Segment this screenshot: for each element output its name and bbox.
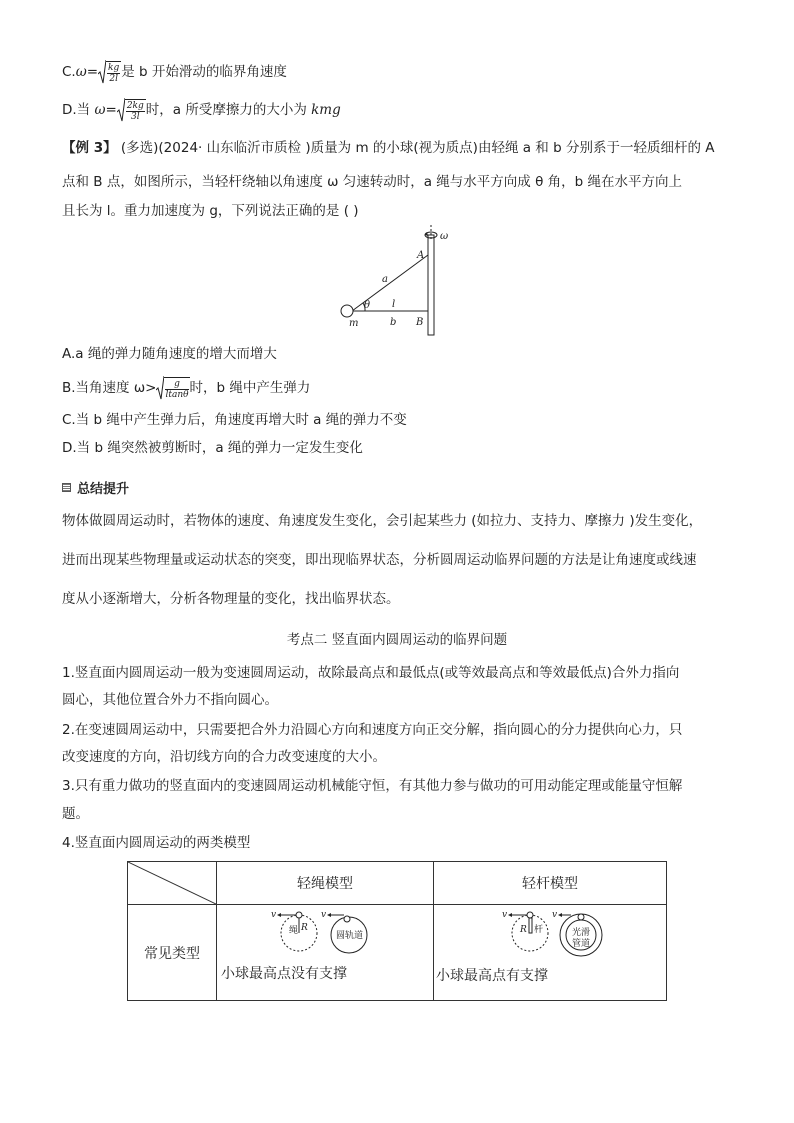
- label-m: m: [349, 318, 359, 329]
- option-a: A.a 绳的弹力随角速度的增大而增大: [62, 346, 277, 362]
- example-3-line-3: 且长为 l。重力加速度为 g，下列说法正确的是 ( ): [62, 203, 359, 219]
- rod-rope-figure: [330, 225, 470, 340]
- rope-model-text: 小球最高点没有支撑: [221, 966, 347, 982]
- label-theta: θ: [364, 300, 371, 311]
- point-2-line-2: 改变速度的方向，沿切线方向的合力改变速度的大小。: [62, 749, 386, 765]
- rod-model-cell: [434, 905, 667, 1001]
- point-1-line-2: 圆心，其他位置合外力不指向圆心。: [62, 692, 278, 708]
- summary-marker-icon: [62, 483, 71, 492]
- label-omega: ω: [440, 231, 449, 242]
- header-rope-model: 轻绳模型: [217, 862, 434, 905]
- svg-text:v: v: [321, 910, 327, 920]
- ball: [341, 305, 353, 317]
- header-rod-model: 轻杆模型: [434, 862, 667, 905]
- section-heading: 考点二 竖直面内圆周运动的临界问题: [286, 632, 508, 648]
- example-3-tag: 【例 3】: [62, 140, 117, 156]
- label-A: A: [417, 250, 425, 261]
- row-label: 常见类型: [128, 905, 217, 1001]
- label-a: a: [382, 274, 388, 285]
- label-b: b: [390, 317, 397, 328]
- summary-title: 总结提升: [62, 478, 129, 497]
- svg-text:v: v: [552, 910, 558, 920]
- svg-text:光滑: 光滑: [572, 928, 591, 938]
- label-l: l: [392, 299, 396, 310]
- rod: [428, 235, 434, 335]
- svg-text:R: R: [520, 925, 527, 935]
- label-B: B: [416, 317, 424, 328]
- rope-model-figure: [217, 905, 433, 963]
- table-corner: [128, 862, 217, 905]
- example-3-line-1: 【例 3】 (多选)(2024· 山东临沂市质检 )质量为 m 的小球(视为质点)由轻绳 a 和 b 分别系于一轻质细杆的 A: [62, 140, 715, 156]
- svg-text:v: v: [271, 910, 277, 920]
- point-3-line-2: 题。: [62, 806, 89, 822]
- svg-text:v: v: [502, 910, 508, 920]
- point-1-line-1: 1.竖直面内圆周运动一般为变速圆周运动，故除最高点和最低点(或等效最高点和等效最低点)合外力指向: [62, 665, 680, 681]
- prev-option-c: C.ω= $\frac{kg}{2l}$ 是 b 开始滑动的临界角速度: [62, 60, 287, 84]
- svg-text:绳: 绳: [289, 926, 299, 936]
- models-table: [127, 861, 667, 1001]
- svg-text:圆轨道: 圆轨道: [336, 931, 364, 941]
- svg-text:R: R: [301, 923, 308, 933]
- point-2-line-1: 2.在变速圆周运动中，只需要把合外力沿圆心方向和速度方向正交分解，指向圆心的分力提供向心力，只: [62, 722, 683, 738]
- example-3-line-2: 点和 B 点，如图所示，当轻杆绕轴以角速度 ω 匀速转动时，a 绳与水平方向成 θ 角，b 绳在水平方向上: [62, 174, 682, 190]
- rope-model-cell: [217, 905, 434, 1001]
- point-3-line-1: 3.只有重力做功的竖直面内的变速圆周运动机械能守恒，有其他力参与做功的可用动能定理或能量守恒解: [62, 778, 683, 794]
- option-c: C.当 b 绳中产生弹力后，角速度再增大时 a 绳的弹力不变: [62, 412, 407, 428]
- point-4: 4.竖直面内圆周运动的两类模型: [62, 835, 251, 851]
- rod-model-figure: [434, 905, 666, 965]
- rod-model-text: 小球最高点有支撑: [436, 968, 548, 984]
- svg-text:杆: 杆: [534, 925, 544, 935]
- svg-text:管道: 管道: [572, 939, 591, 949]
- option-b: B.当角速度 ω> $\frac{g}{ltan\theta}$ 时，b 绳中产生弹力: [62, 376, 310, 400]
- option-d: D.当 b 绳突然被剪断时，a 绳的弹力一定发生变化: [62, 440, 363, 456]
- summary-paragraph: 物体做圆周运动时，若物体的速度、角速度发生变化，会引起某些力 (如拉力、支持力、摩擦力 )发生变化， 进而出现某些物理量或运动状态的突变，即出现临界状态，分析圆周运动临界问题的方法是让角速度或线速 度从小逐渐增大，分析各物理量的变化，找出临界状态。: [62, 513, 703, 607]
- prev-option-d: D.当 ω= $\frac{2kg}{3l}$ 时，a 所受摩擦力的大小为 kmg: [62, 98, 341, 122]
